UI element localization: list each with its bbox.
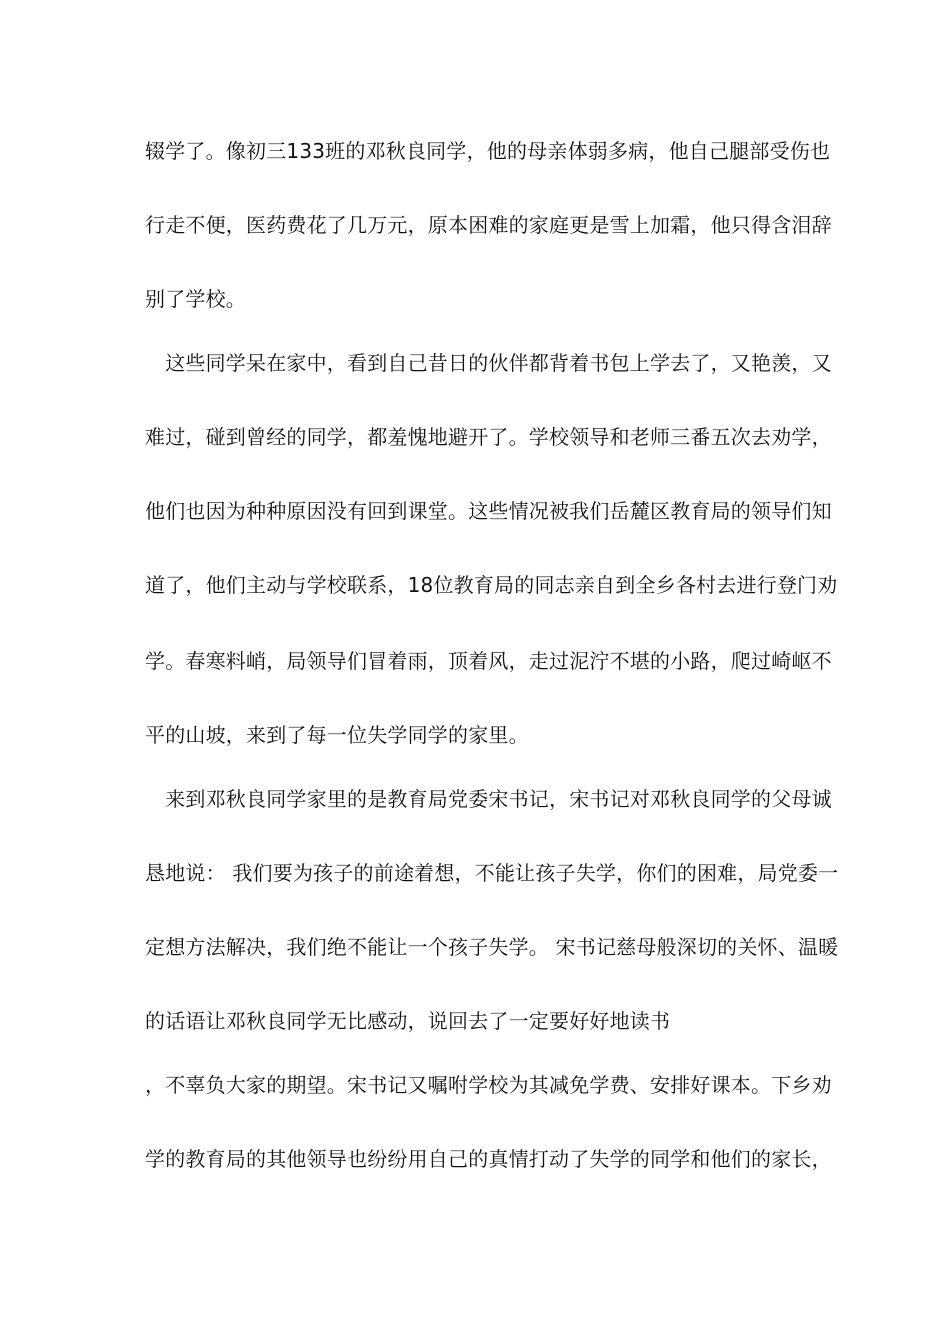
text-line: 平的山坡，来到了每一位失学同学的家里。 — [145, 723, 529, 747]
text-line: 难过，碰到曾经的同学，都羞愧地避开了。学校领导和老师三番五次去劝学， — [145, 425, 832, 449]
text-line: 辍学了。像初三133班的邓秋良同学，他的母亲体弱多病，他自己腿部受伤也 — [145, 139, 831, 163]
text-line: 这些同学呆在家中，看到自己昔日的伙伴都背着书包上学去了，又艳羡，又 — [145, 351, 832, 375]
text-line: 行走不便，医药费花了几万元，原本困难的家庭更是雪上加霜，他只得含泪辞 — [145, 213, 832, 237]
text-line: 的话语让邓秋良同学无比感动，说回去了一定要好好地读书 — [145, 1009, 671, 1033]
text-line: 定想方法解决，我们绝不能让一个孩子失学。 宋书记慈母般深切的关怀、温暖 — [145, 935, 839, 959]
text-line: 学的教育局的其他领导也纷纷用自己的真情打动了失学的同学和他们的家长， — [145, 1147, 832, 1171]
text-line: 道了，他们主动与学校联系，18位教育局的同志亲自到全乡各村去进行登门劝 — [145, 573, 838, 597]
text-line: 他们也因为种种原因没有回到课堂。这些情况被我们岳麓区教育局的领导们知 — [145, 499, 832, 523]
text-line: 来到邓秋良同学家里的是教育局党委宋书记，宋书记对邓秋良同学的父母诚 — [145, 787, 832, 811]
text-line: ，不辜负大家的期望。宋书记又嘱咐学校为其减免学费、安排好课本。下乡劝 — [145, 1073, 832, 1097]
text-line: 学。春寒料峭，局领导们冒着雨，顶着风，走过泥泞不堪的小路，爬过崎岖不 — [145, 649, 832, 673]
text-line: 恳地说： 我们要为孩子的前途着想，不能让孩子失学，你们的困难，局党委一 — [145, 861, 839, 885]
text-line: 别了学校。 — [145, 287, 246, 311]
